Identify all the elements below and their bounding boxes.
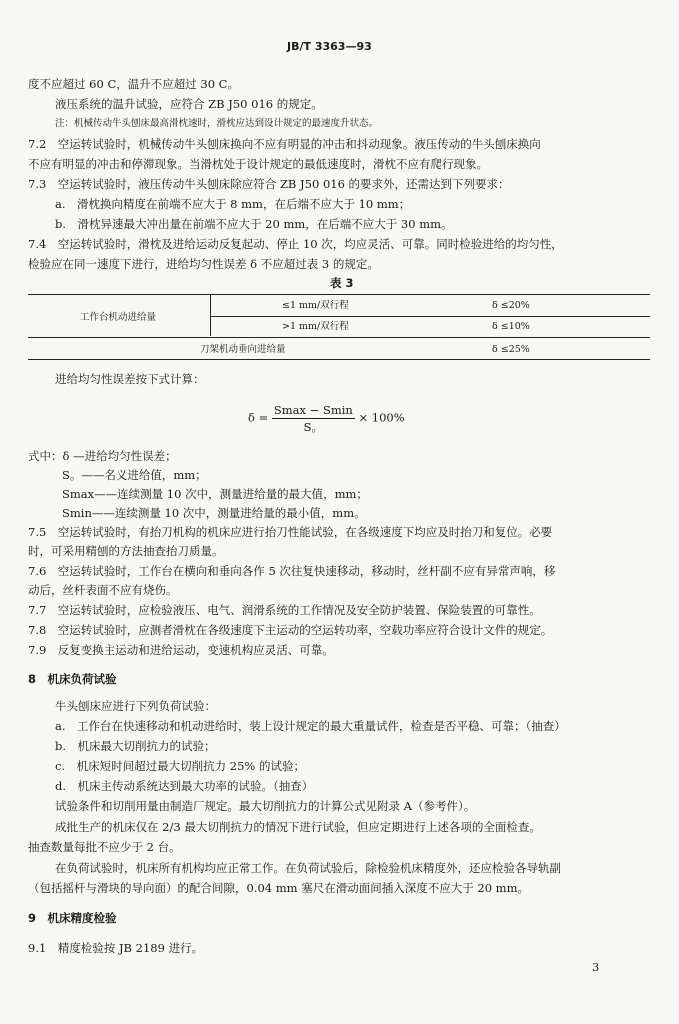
clause-7-4: 7.4 空运转试验时，滑枕及进给运动反复起动、停止 10 次，均应灵活、可靠。同时检验进给的均匀性， (28, 237, 563, 251)
section-9-heading: 9 机床精度检验 (28, 911, 117, 925)
page-number: 3 (592, 960, 600, 974)
text-line: 牛头刨床应进行下列负荷试验： (55, 699, 216, 713)
list-item-c: c. 机床短时间超过最大切削抗力 25% 的试验； (55, 759, 305, 773)
list-item-a: a. 工作台在快速移动和机动进给时，装上设计规定的最大重量试件，检查是否平稳、可靠；（抽查） (55, 719, 566, 733)
text-line: 在负荷试验时，机床所有机构均应正常工作。在负荷试验后，除检验机床精度外，还应检验各导轨副 (55, 861, 561, 875)
clause-9-1: 9.1 精度检验按 JB 2189 进行。 (28, 941, 204, 955)
clause-7-7: 7.7 空运转试验时，应检验液压、电气、润滑系统的工作情况及安全防护装置、保险装置的可靠性。 (28, 603, 541, 617)
clause-7-9: 7.9 反复变换主运动和进给运动，变速机构应灵活、可靠。 (28, 643, 334, 657)
text-line: 不应有明显的冲击和停滞现象。当滑枕处于设计规定的最低速度时，滑枕不应有爬行现象。 (28, 157, 488, 171)
table-row1a-cond: ≤1 mm/双行程 (282, 300, 349, 311)
table-divider (210, 294, 211, 336)
table-row1b-cond: >1 mm/双行程 (282, 321, 349, 332)
table-row1-label: 工作台机动进给量 (80, 312, 157, 323)
text-line: Smin——连续测量 10 次中，测量进给量的最小值，mm。 (62, 506, 366, 520)
note-line: 注：机械传动牛头刨床最高滑枕速时，滑枕应达到设计规定的最速度升状态。 (55, 118, 379, 129)
formula-lhs: δ = (248, 410, 269, 425)
text-line: 动后，丝杆表面不应有烧伤。 (28, 583, 178, 597)
table-rule-mid (210, 316, 650, 317)
clause-7-5: 7.5 空运转试验时，有抬刀机构的机床应进行抬刀性能试验，在各级速度下均应及时抬刀和复位。必要 (28, 525, 553, 539)
text-line: 成批生产的机床仅在 2/3 最大切削抗力的情况下进行试验，但应定期进行上述各项的全面检查。 (55, 820, 541, 834)
clause-7-2: 7.2 空运转试验时，机械传动牛头刨床换向不应有明显的冲击和抖动现象。液压传动的牛头刨床换向 (28, 137, 541, 151)
text-line: 检验应在同一速度下进行，进给均匀性误差 δ 不应超过表 3 的规定。 (28, 257, 379, 271)
text-line: Smax——连续测量 10 次中，测量进给量的最大值，mm； (62, 487, 368, 501)
formula-fraction (272, 402, 355, 435)
table-rule-bottom (28, 359, 650, 360)
list-item-b: b. 滑枕异速最大冲出量在前端不应大于 20 mm，在后端不应大于 30 mm。 (55, 217, 453, 231)
clause-7-6: 7.6 空运转试验时，工作台在横向和垂向各作 5 次往复快速移动，移动时，丝杆副不应有异常声响，移 (28, 564, 556, 578)
formula-denominator: S。 (303, 420, 324, 434)
text-line: S。——名义进给值，mm； (62, 468, 207, 482)
table-row1a-val: δ ≤20% (492, 300, 530, 311)
formula (248, 402, 405, 435)
table-caption: 表 3 (330, 276, 354, 290)
formula-rhs: × 100% (358, 410, 405, 425)
text-line: 度不应超过 60 C，温升不应超过 30 C。 (28, 77, 239, 91)
text-line: 式中：δ —进给均匀性误差； (28, 449, 177, 463)
list-item-d: d. 机床主传动系统达到最大功率的试验。（抽查） (55, 779, 314, 793)
formula-numerator: Smax − Smin (273, 403, 353, 417)
text-line: （包括摇杆与滑块的导向面）的配合间隙，0.04 mm 塞尺在滑动面间插入深度不应大于 20 mm。 (28, 881, 529, 895)
table-rule-top (28, 294, 650, 295)
section-8-heading: 8 机床负荷试验 (28, 672, 117, 686)
table-row2-val: δ ≤25% (492, 344, 530, 355)
table-row1b-val: δ ≤10% (492, 321, 530, 332)
clause-7-3: 7.3 空运转试验时，液压传动牛头刨床除应符合 ZB J50 016 的要求外，还需达到下列要求： (28, 177, 510, 191)
clause-7-8: 7.8 空运转试验时，应测者滑枕在各级速度下主运动的空运转功率，空载功率应符合设计文件的规定。 (28, 623, 553, 637)
list-item-b: b. 机床最大切削抗力的试验； (55, 739, 216, 753)
text-line: 试验条件和切削用量由制造厂规定。最大切削抗力的计算公式见附录 A（参考件）。 (55, 799, 476, 813)
text-line: 液压系统的温升试验，应符合 ZB J50 016 的规定。 (55, 97, 323, 111)
list-item-a: a. 滑枕换向精度在前端不应大于 8 mm，在后端不应大于 10 mm； (55, 197, 411, 211)
text-line: 抽查数量每批不应少于 2 台。 (28, 840, 181, 854)
text-line: 时，可采用精刨的方法抽查抬刀质量。 (28, 544, 224, 558)
text-line: 进给均匀性误差按下式计算： (55, 372, 205, 386)
table-rule-row (28, 337, 650, 338)
table-row2-label: 刀架机动垂向进给量 (200, 344, 286, 355)
doc-number: JB/T 3363—93 (287, 40, 372, 53)
